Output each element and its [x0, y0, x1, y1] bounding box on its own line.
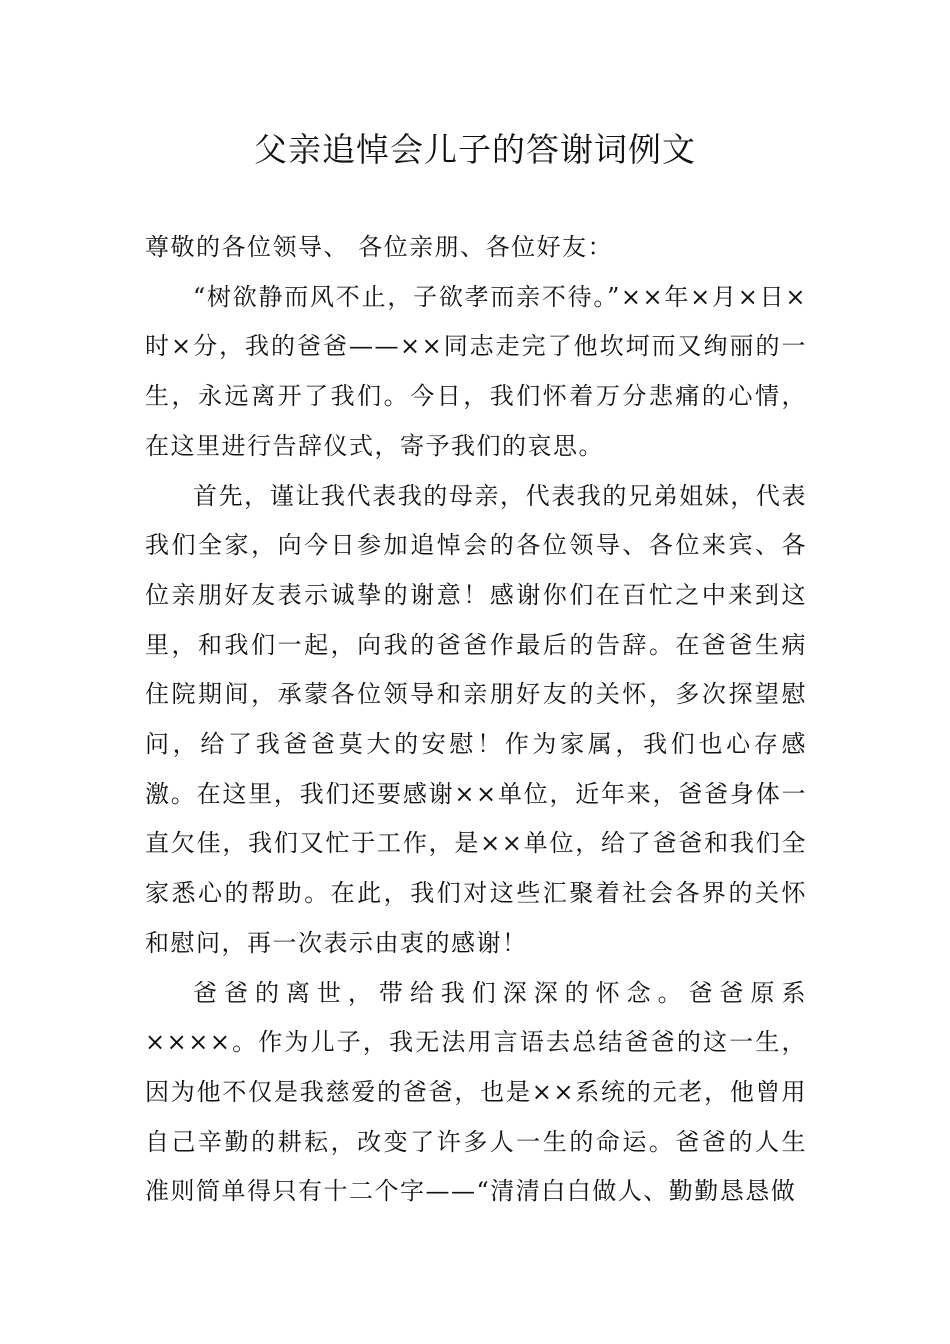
document-body — [145, 223, 807, 1217]
document-title: 父亲追悼会儿子的答谢词例文 — [254, 130, 696, 169]
paragraph: “树欲静而风不止，子欲孝而亲不待。”××年×月×日×时×分，我的爸爸——××同志走完了他坎坷而又绚丽的一生，永远离开了我们。今日，我们怀着万分悲痛的心情，在这里进行告辞仪式，寄予我们的哀思。 — [145, 282, 807, 460]
paragraph: 爸爸的离世，带给我们深深的怀念。爸爸原系××××。作为儿子，我无法用言语去总结爸爸的这一生，因为他不仅是我慈爱的爸爸，也是××系统的元老，他曾用自己辛勤的耕耘，改变了许多人一生的命运。爸爸的人生准则简单得只有十二个字——“清清白白做人、勤勤恳恳做 — [145, 978, 807, 1206]
paragraph: 首先，谨让我代表我的母亲，代表我的兄弟姐妹，代表我们全家，向今日参加追悼会的各位领导、各位来宾、各位亲朋好友表示诚挚的谢意！感谢你们在百忙之中来到这里，和我们一起，向我的爸爸作最后的告辞。在爸爸生病住院期间，承蒙各位领导和亲朋好友的关怀，多次探望慰问，给了我爸爸莫大的安慰！作为家属，我们也心存感激。在这里，我们还要感谢××单位，近年来，爸爸身体一直欠佳，我们又忙于工作，是××单位，给了爸爸和我们全家悉心的帮助。在此，我们对这些汇聚着社会各界的关怀和慰问，再一次表示由衷的感谢！ — [145, 481, 807, 957]
salutation: 尊敬的各位领导、 各位亲朋、各位好友： — [145, 233, 614, 261]
